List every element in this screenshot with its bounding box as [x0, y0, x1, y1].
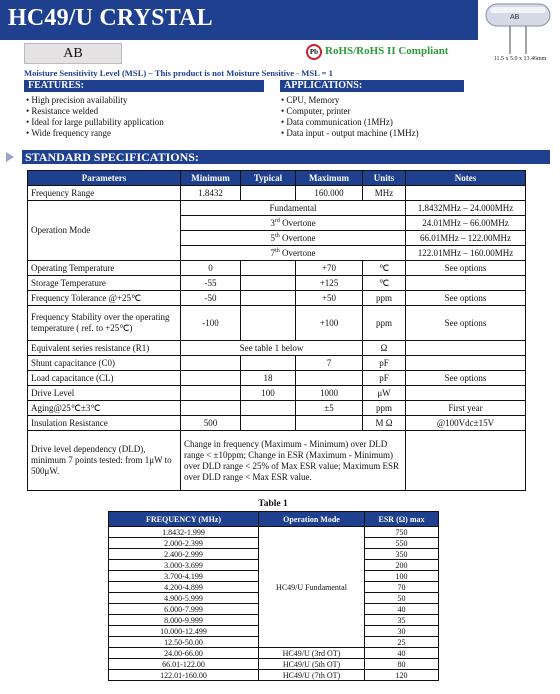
freq-cell: 4.900-5.999: [109, 593, 259, 604]
typ-value: [241, 291, 296, 306]
min-value: 1.8432: [181, 186, 241, 201]
param-label: Aging@25℃±3℃: [28, 401, 181, 416]
dld-text: Change in frequency (Maximum - Minimum) over DLD range < ±10ppm; Change in ESR (Maximum - Minimum) over DLD range < 25% of Max ESR value; Maximum ESR over DLD range < Max ESR value.: [181, 431, 406, 491]
esr-cell: 40: [365, 648, 439, 659]
mode-name: Overtone: [281, 232, 316, 243]
note-value: First year: [406, 401, 526, 416]
typ-value: 18: [241, 371, 296, 386]
mode-name: Overtone: [282, 217, 316, 228]
note-value: [406, 431, 526, 491]
application-item: • Data communication (1MHz): [281, 117, 419, 128]
spec-row-shunt-capacitance: [28, 356, 526, 371]
esr-cell: 50: [365, 593, 439, 604]
table-row: [109, 659, 439, 670]
unit-value: pF: [363, 356, 406, 371]
min-value: 500: [181, 416, 241, 431]
esr-cell: 30: [365, 626, 439, 637]
note-value: See options: [406, 291, 526, 306]
mode-ordinal: 7: [270, 247, 276, 258]
min-value: [181, 401, 241, 416]
max-value: [296, 371, 363, 386]
param-label: Frequency Range: [28, 186, 181, 201]
msl-note: Moisture Sensitivity Level (MSL) – This product is not Moisture Sensitive - MSL = 1: [24, 68, 333, 78]
min-value: -55: [181, 276, 241, 291]
spec-row-aging: [28, 401, 526, 416]
mode-cell: [181, 216, 406, 231]
unit-value: ℃: [363, 276, 406, 291]
param-label: Insulation Resistance: [28, 416, 181, 431]
param-label: Drive level dependency (DLD), minimum 7 points tested: from 1μW to 500μW.: [28, 431, 181, 491]
unit-value: pF: [363, 371, 406, 386]
mode-cell: [181, 246, 406, 261]
freq-cell: 8.000-9.999: [109, 615, 259, 626]
col-esr-max: ESR (Ω) max: [365, 512, 439, 527]
feature-item: • Ideal for large pullability application: [26, 117, 164, 128]
esr-table: [108, 511, 439, 681]
min-value: [181, 356, 241, 371]
table1-title: Table 1: [258, 499, 288, 509]
note-value: See options: [406, 371, 526, 386]
note-value: 1.8432MHz – 24.000MHz: [406, 201, 526, 216]
freq-cell: 2.400-2.999: [109, 549, 259, 560]
note-value: [406, 186, 526, 201]
pb-free-icon: Pb: [306, 44, 322, 60]
mode-cell: HC49/U (7th OT): [259, 670, 365, 681]
typ-value: [241, 401, 296, 416]
freq-cell: 66.01-122.00: [109, 659, 259, 670]
spec-row-load-capacitance: [28, 371, 526, 386]
note-value: [406, 276, 526, 291]
col-parameters: Parameters: [28, 171, 181, 186]
note-value: @100Vdc±15V: [406, 416, 526, 431]
note-value: 66.01MHz – 122.00MHz: [406, 231, 526, 246]
unit-value: ℃: [363, 261, 406, 276]
esr-value: See table 1 below: [181, 341, 363, 356]
esr-cell: 550: [365, 538, 439, 549]
typ-value: 100: [241, 386, 296, 401]
freq-cell: 4.200-4.899: [109, 582, 259, 593]
freq-cell: 2.000-2.399: [109, 538, 259, 549]
title-bar: [0, 0, 478, 40]
min-value: -50: [181, 291, 241, 306]
typ-value: [241, 261, 296, 276]
note-value: See options: [406, 306, 526, 341]
spec-row-frequency-tolerance: [28, 291, 526, 306]
mode-cell: HC49/U Fundamental: [259, 527, 365, 648]
max-value: [296, 416, 363, 431]
mode-ordinal-suffix: rd: [274, 217, 280, 224]
note-value: 122.01MHz – 160.00MHz: [406, 246, 526, 261]
param-label: Frequency Stability over the operating temperature ( ref. to +25℃): [28, 306, 181, 341]
max-value: ±5: [296, 401, 363, 416]
param-label: Operating Temperature: [28, 261, 181, 276]
note-value: [406, 341, 526, 356]
freq-cell: 24.00-66.00: [109, 648, 259, 659]
feature-item: • Resistance welded: [26, 106, 164, 117]
param-label: Storage Temperature: [28, 276, 181, 291]
note-value: [406, 386, 526, 401]
spec-row-frequency-stability: [28, 306, 526, 341]
note-value: See options: [406, 261, 526, 276]
spec-row-drive-level: [28, 386, 526, 401]
mode-cell: [181, 201, 406, 216]
application-item: • CPU, Memory: [281, 95, 419, 106]
col-typical: Typical: [241, 171, 296, 186]
esr-header-row: [109, 512, 439, 527]
param-label: Frequency Tolerance @+25℃: [28, 291, 181, 306]
page-title: HC49/U CRYSTAL: [8, 5, 213, 31]
spec-row-frequency-range: [28, 186, 526, 201]
freq-cell: 3.700-4.199: [109, 571, 259, 582]
typ-value: [241, 276, 296, 291]
esr-cell: 80: [365, 659, 439, 670]
typ-value: [241, 306, 296, 341]
unit-value: MHz: [363, 186, 406, 201]
unit-value: ppm: [363, 306, 406, 341]
crystal-label: AB: [510, 14, 520, 21]
unit-value: ppm: [363, 401, 406, 416]
dimensions-label: 11.5 x 5.0 x 13.46mm: [493, 56, 547, 62]
esr-cell: 350: [365, 549, 439, 560]
mode-ordinal: 3: [270, 217, 275, 228]
mode-cell: HC49/U (5th OT): [259, 659, 365, 670]
typ-value: [241, 356, 296, 371]
table-row: [109, 648, 439, 659]
freq-cell: 6.000-7.999: [109, 604, 259, 615]
spec-row-operating-temperature: [28, 261, 526, 276]
spec-row-storage-temperature: [28, 276, 526, 291]
max-value: 1000: [296, 386, 363, 401]
note-value: 24.01MHz – 66.00MHz: [406, 216, 526, 231]
col-operation-mode: Operation Mode: [259, 512, 365, 527]
max-value: +70: [296, 261, 363, 276]
freq-cell: 3.000-3.699: [109, 560, 259, 571]
series-badge: AB: [24, 43, 122, 64]
unit-value: Ω: [363, 341, 406, 356]
max-value: +50: [296, 291, 363, 306]
col-notes: Notes: [406, 171, 526, 186]
freq-cell: 12.50-50.00: [109, 637, 259, 648]
applications-heading: APPLICATIONS:: [280, 80, 464, 92]
max-value: +100: [296, 306, 363, 341]
mode-cell: HC49/U (3rd OT): [259, 648, 365, 659]
application-item: • Data input - output machine (1MHz): [281, 128, 419, 139]
mode-ordinal-suffix: th: [275, 232, 280, 239]
esr-cell: 25: [365, 637, 439, 648]
mode-ordinal: 5: [270, 232, 276, 243]
triangle-marker-icon: [6, 152, 14, 162]
application-item: • Computer, printer: [281, 106, 419, 117]
param-label: Load capacitance (CL): [28, 371, 181, 386]
feature-item: • Wide frequency range: [26, 128, 164, 139]
col-frequency: FREQUENCY (MHz): [109, 512, 259, 527]
esr-cell: 200: [365, 560, 439, 571]
freq-cell: 1.8432-1.999: [109, 527, 259, 538]
features-heading: FEATURES:: [24, 80, 264, 92]
spec-row-dld: [28, 431, 526, 491]
mode-cell: [181, 231, 406, 246]
esr-cell: 40: [365, 604, 439, 615]
unit-value: μW: [363, 386, 406, 401]
unit-value: ppm: [363, 291, 406, 306]
table-row: [109, 670, 439, 681]
col-maximum: Maximum: [296, 171, 363, 186]
freq-cell: 10.000-12.499: [109, 626, 259, 637]
param-label: Drive Level: [28, 386, 181, 401]
applications-list: [281, 95, 419, 139]
esr-cell: 750: [365, 527, 439, 538]
typ-value: [241, 186, 296, 201]
spec-row-operation-mode: [28, 201, 526, 216]
typ-value: [241, 416, 296, 431]
esr-cell: 100: [365, 571, 439, 582]
features-list: [26, 95, 164, 139]
esr-cell: 120: [365, 670, 439, 681]
spec-table: [27, 170, 526, 491]
esr-cell: 70: [365, 582, 439, 593]
param-label: Operation Mode: [28, 201, 181, 261]
param-label: Shunt capacitance (C0): [28, 356, 181, 371]
max-value: +125: [296, 276, 363, 291]
mode-ordinal-suffix: th: [275, 247, 280, 254]
min-value: [181, 386, 241, 401]
table-row: [109, 527, 439, 538]
col-units: Units: [363, 171, 406, 186]
max-value: 7: [296, 356, 363, 371]
spec-row-insulation-resistance: [28, 416, 526, 431]
min-value: [181, 371, 241, 386]
spec-header-row: [28, 171, 526, 186]
esr-cell: 35: [365, 615, 439, 626]
unit-value: M Ω: [363, 416, 406, 431]
rohs-label: RoHS/RoHS II Compliant: [325, 45, 449, 57]
mode-name: Overtone: [281, 247, 316, 258]
mode-name: Fundamental: [269, 202, 317, 213]
spec-heading: STANDARD SPECIFICATIONS:: [22, 150, 550, 164]
min-value: 0: [181, 261, 241, 276]
note-value: [406, 356, 526, 371]
param-label: Equivalent series resistance (R1): [28, 341, 181, 356]
max-value: 160.000: [296, 186, 363, 201]
spec-row-esr: [28, 341, 526, 356]
col-minimum: Minimum: [181, 171, 241, 186]
min-value: -100: [181, 306, 241, 341]
feature-item: • High precision availability: [26, 95, 164, 106]
freq-cell: 122.01-160.00: [109, 670, 259, 681]
